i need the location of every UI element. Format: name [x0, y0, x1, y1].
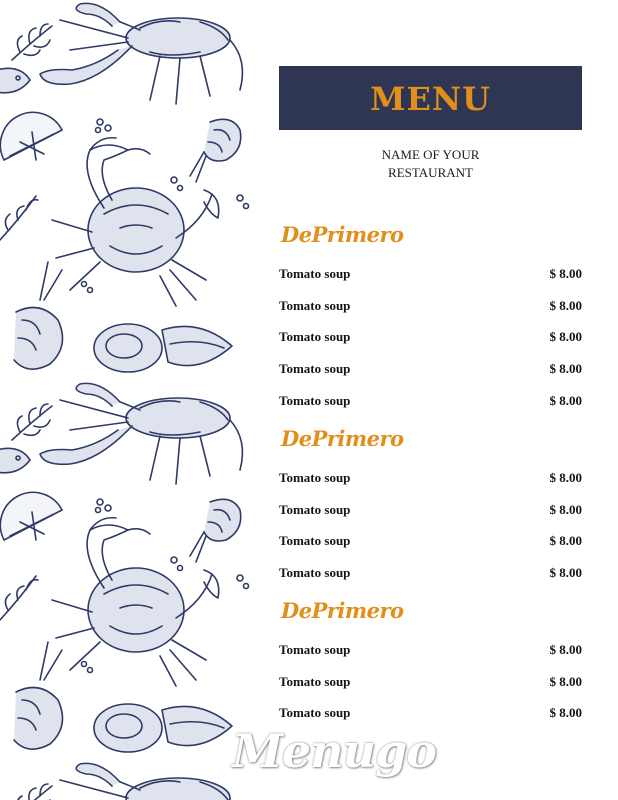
menu-item	[279, 564, 582, 582]
menu-title: MENU	[370, 80, 491, 118]
seafood-illustration-panel	[0, 0, 262, 800]
menu-item	[279, 328, 582, 346]
menu-item-price: $ 8.00	[549, 674, 582, 689]
menu-item-price: $ 8.00	[549, 266, 582, 281]
menu-item-price: $ 8.00	[549, 298, 582, 313]
menu-item-name: Tomato soup	[279, 705, 351, 720]
menu-item-name: Tomato soup	[279, 642, 351, 657]
menu-item	[279, 360, 582, 378]
section-title: DePrimero	[281, 222, 404, 247]
menu-item-name: Tomato soup	[279, 565, 351, 580]
menu-header	[279, 66, 582, 130]
menu-item-name: Tomato soup	[279, 266, 351, 281]
menu-item	[279, 392, 582, 410]
menu-item-name: Tomato soup	[279, 674, 351, 689]
menu-item-price: $ 8.00	[549, 361, 582, 376]
menu-item	[279, 641, 582, 659]
menu-item-name: Tomato soup	[279, 470, 351, 485]
menu-item-name: Tomato soup	[279, 502, 351, 517]
menu-item-price: $ 8.00	[549, 470, 582, 485]
watermark-logo: Menugo	[232, 724, 436, 778]
menu-item-name: Tomato soup	[279, 329, 351, 344]
menu-item	[279, 265, 582, 283]
menu-item-price: $ 8.00	[549, 565, 582, 580]
menu-item-price: $ 8.00	[549, 642, 582, 657]
menu-item-price: $ 8.00	[549, 533, 582, 548]
menu-item	[279, 501, 582, 519]
restaurant-name-line-1: NAME OF YOUR	[381, 147, 480, 162]
section-title: DePrimero	[281, 598, 404, 623]
menu-item	[279, 297, 582, 315]
menu-item-name: Tomato soup	[279, 298, 351, 313]
menu-item-price: $ 8.00	[549, 502, 582, 517]
menu-item	[279, 704, 582, 722]
menu-item	[279, 532, 582, 550]
menu-item	[279, 673, 582, 691]
menu-item	[279, 469, 582, 487]
menu-item-name: Tomato soup	[279, 361, 351, 376]
menu-item-price: $ 8.00	[549, 705, 582, 720]
menu-item-name: Tomato soup	[279, 393, 351, 408]
restaurant-name	[279, 146, 582, 182]
menu-item-price: $ 8.00	[549, 393, 582, 408]
section-title: DePrimero	[281, 426, 404, 451]
menu-item-price: $ 8.00	[549, 329, 582, 344]
menu-item-name: Tomato soup	[279, 533, 351, 548]
restaurant-name-line-2: RESTAURANT	[388, 165, 473, 180]
